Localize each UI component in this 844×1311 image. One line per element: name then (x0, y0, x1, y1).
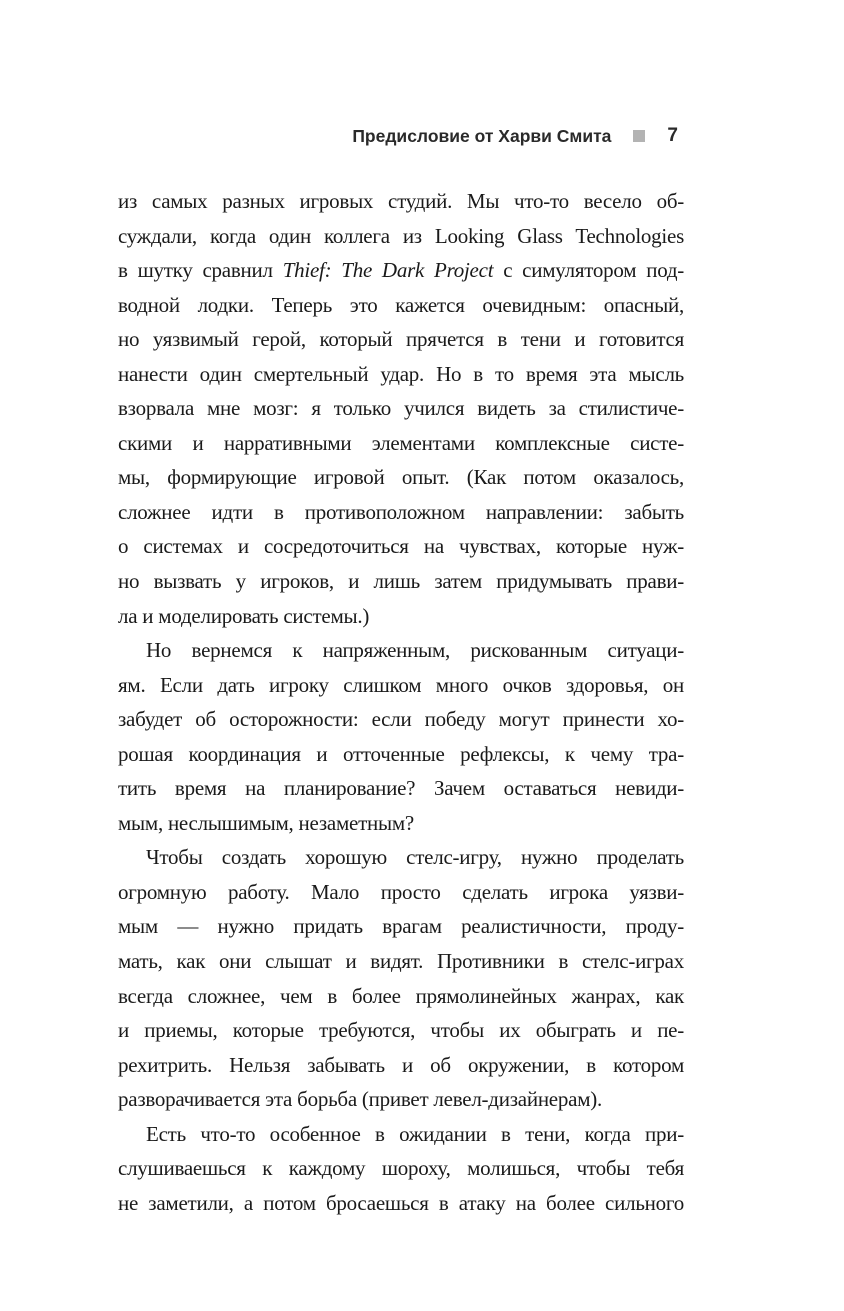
body-text (118, 184, 684, 1220)
text-line: водной лодки. Теперь это кажется очевидным: опасный, (118, 292, 684, 317)
text-line: сложнее идти в противоположном направлении: забыть (118, 499, 684, 524)
text-line: рошая координация и отточенные рефлексы, к чему тра- (118, 741, 684, 766)
text-line: мым, неслышимым, незаметным? (118, 810, 414, 835)
text-line: и приемы, которые требуются, чтобы их обыграть и пе- (118, 1018, 684, 1043)
text-line: Есть что-то особенное в ожидании в тени, когда при- (146, 1121, 684, 1146)
text-line: Но вернемся к напряженным, рискованным ситуаци- (146, 638, 684, 663)
text-line: слушиваешься к каждому шороху, молишься, чтобы тебя (118, 1156, 684, 1181)
page-number: 7 (667, 125, 678, 146)
text-line: разворачивается эта борьба (привет левел-дизайнерам). (118, 1087, 602, 1112)
text-line: взорвала мне мозг: я только учился видеть за стилистиче- (118, 396, 684, 421)
text-line: суждали, когда один коллега из Looking Glass Technologies (118, 223, 684, 248)
text-line: из самых разных игровых студий. Мы что-то весело об- (118, 189, 684, 213)
text-line: огромную работу. Мало просто сделать игрока уязви- (118, 879, 684, 904)
text-line: нанести один смертельный удар. Но в то время эта мысль (118, 361, 684, 386)
text-line: тить время на планирование? Зачем оставаться невиди- (118, 776, 684, 801)
running-title: Предисловие от Харви Смита (352, 125, 612, 146)
text-line: ла и моделировать системы.) (118, 603, 370, 628)
text-line: всегда сложнее, чем в более прямолинейных жанрах, как (118, 983, 684, 1008)
text-line: мать, как они слышат и видят. Противники в стелс-играх (118, 949, 684, 974)
text-line: забудет об осторожности: если победу могут принести хо- (118, 707, 684, 732)
text-line: не заметили, а потом бросаешься в атаку на более сильного (118, 1190, 684, 1215)
text-line: мы, формирующие игровой опыт. (Как потом оказалось, (118, 465, 684, 490)
text-line: но уязвимый герой, который прячется в тени и готовится (118, 327, 684, 352)
text-line (118, 253, 684, 288)
text-line: мым — нужно придать врагам реалистичности, проду- (118, 914, 684, 939)
text-line: рехитрить. Нельзя забывать и об окружении, в котором (118, 1052, 684, 1077)
game-title-italic: Thief: The Dark Project (282, 258, 494, 283)
text-line: Чтобы создать хорошую стелс-игру, нужно проделать (146, 845, 684, 870)
text-run: с симулятором под- (503, 258, 685, 283)
text-line: но вызвать у игроков, и лишь затем придумывать прави- (118, 569, 684, 594)
running-header (0, 122, 678, 150)
square-bullet-icon (633, 130, 645, 142)
text-line: о системах и сосредоточиться на чувствах, которые нуж- (118, 534, 684, 559)
text-line: ям. Если дать игроку слишком много очков здоровья, он (118, 672, 684, 697)
text-line: скими и нарративными элементами комплексные систе- (118, 430, 684, 455)
text-run: в шутку сравнил (118, 258, 273, 283)
